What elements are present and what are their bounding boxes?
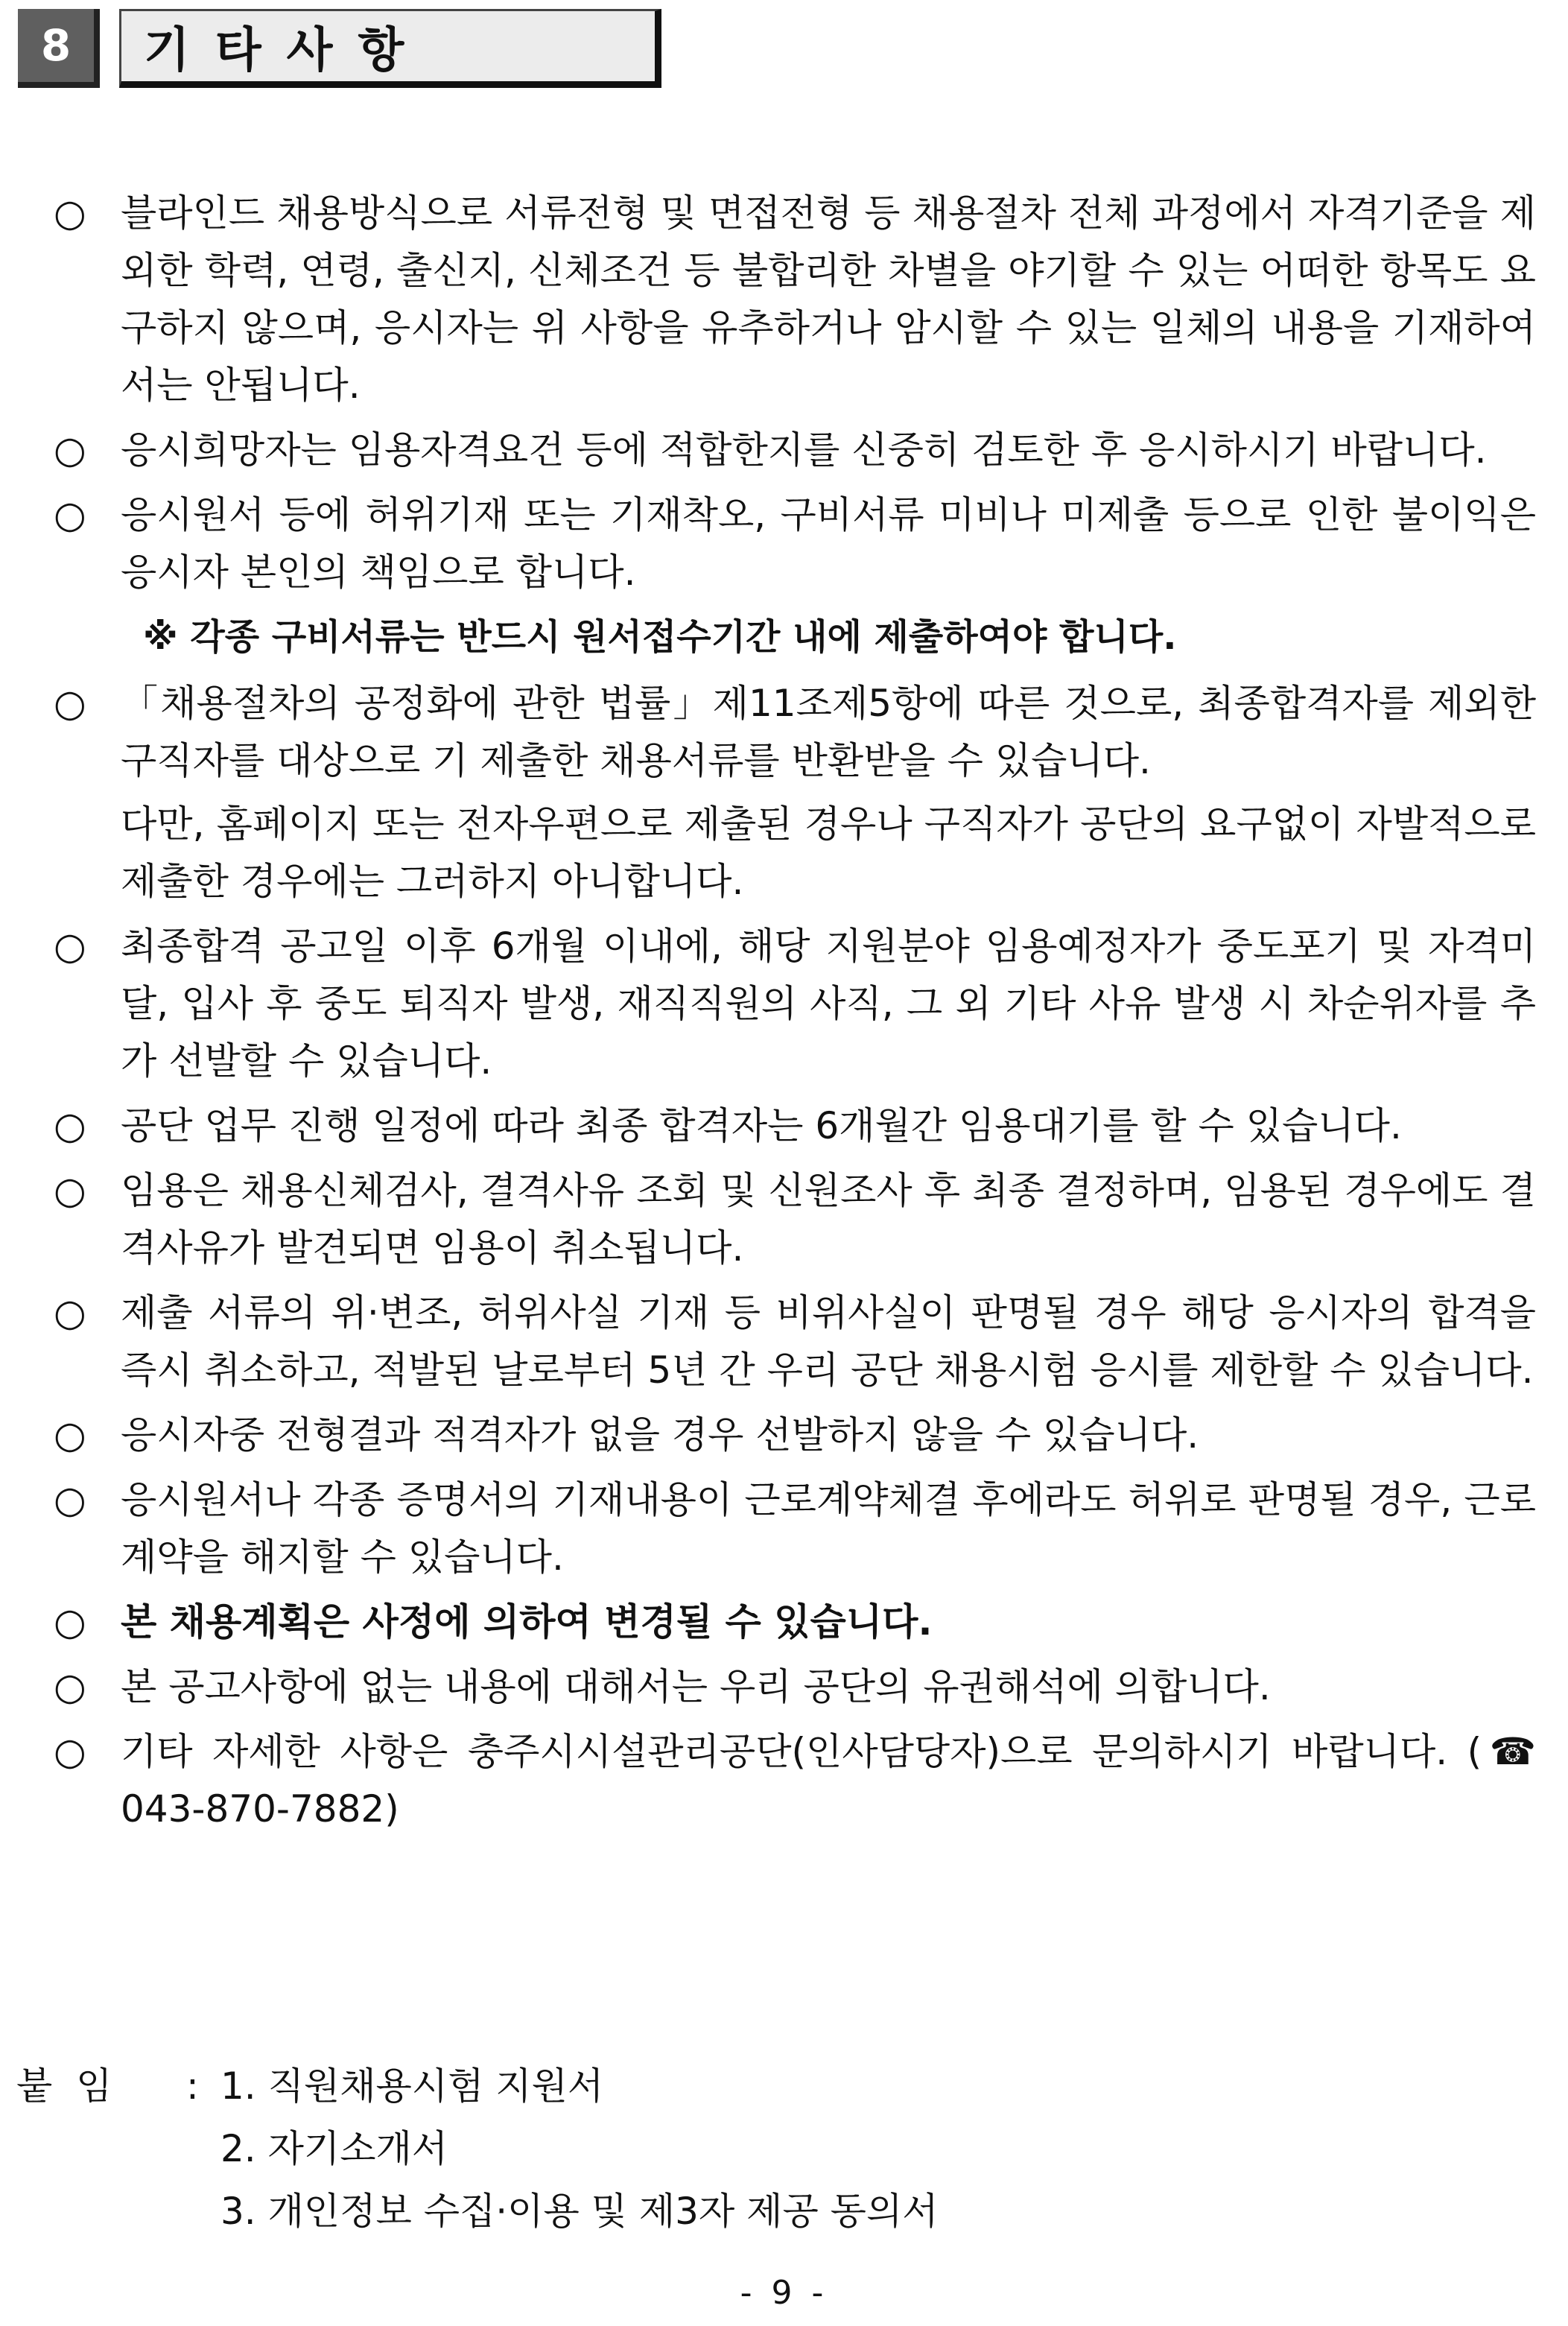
circle-bullet-icon: ○: [54, 1291, 86, 1334]
list-item: [54, 918, 1536, 1090]
circle-bullet-icon: ○: [54, 428, 86, 472]
attachment-item: 3. 개인정보 수집·이용 및 제3자 제공 동의서: [220, 2190, 939, 2233]
item-text: 본 채용계획은 사정에 의하여 변경될 수 있습니다.: [121, 1600, 933, 1644]
list-item: [54, 1723, 1536, 1838]
list-item: [54, 1407, 1536, 1464]
circle-bullet-icon: ○: [54, 1600, 86, 1644]
attachment-item: 1. 직원채용시험 지원서: [220, 2064, 604, 2108]
list-item: [54, 1658, 1536, 1716]
circle-bullet-icon: ○: [54, 1104, 86, 1147]
section-title: 기타사항: [119, 9, 661, 88]
list-item: [54, 1097, 1536, 1155]
item-text: 공단 업무 진행 일정에 따라 최종 합격자는 6개월간 임용대기를 할 수 있습니다.: [121, 1104, 1402, 1147]
item-text: 기타 자세한 사항은 충주시시설관리공단(인사담당자)으로 문의하시기 바랍니다. (☎ 043-870-7882): [121, 1730, 1536, 1831]
circle-bullet-icon: ○: [54, 1478, 86, 1521]
item-text: 응시원서나 각종 증명서의 기재내용이 근로계약체결 후에라도 허위로 판명될 경우, 근로계약을 해지할 수 있습니다.: [121, 1478, 1536, 1579]
documents-deadline-note: ※ 각종 구비서류는 반드시 원서접수기간 내에 제출하여야 합니다.: [143, 616, 1177, 658]
item-text: 최종합격 공고일 이후 6개월 이내에, 해당 지원분야 임용예정자가 중도포기 및 자격미달, 입사 후 중도 퇴직자 발생, 재직직원의 사직, 그 외 기타 사유 발생 시 차순위자를 추가 선발할 수 있습니다.: [121, 925, 1536, 1083]
item-text: 제출 서류의 위·변조, 허위사실 기재 등 비위사실이 판명될 경우 해당 응시자의 합격을 즉시 취소하고, 적발된 날로부터 5년 간 우리 공단 채용시험 응시를 제한할 수 있습니다.: [121, 1291, 1536, 1392]
circle-bullet-icon: ○: [54, 682, 86, 725]
attachment-item: 2. 자기소개서: [220, 2127, 448, 2170]
attachments-colon: :: [186, 2064, 199, 2108]
page-number: - 9 -: [740, 2274, 828, 2312]
circle-bullet-icon: ○: [54, 191, 86, 235]
circle-bullet-icon: ○: [54, 1169, 86, 1212]
attachments-list: [16, 2055, 939, 2243]
circle-bullet-icon: ○: [54, 1413, 86, 1457]
list-item-emphasized: [54, 1594, 1536, 1651]
item-continuation-text: 다만, 홈페이지 또는 전자우편으로 제출된 경우나 구직자가 공단의 요구없이 자발적으로 제출한 경우에는 그러하지 아니합니다.: [121, 802, 1536, 903]
section-number-badge: 8: [18, 9, 100, 88]
list-item: [54, 422, 1536, 479]
circle-bullet-icon: ○: [54, 925, 86, 968]
list-item: [54, 1284, 1536, 1399]
circle-bullet-icon: ○: [54, 1730, 86, 1773]
attachments-label: 붙 임: [16, 2064, 112, 2108]
notice-list: [54, 185, 1536, 1845]
item-text: 「채용절차의 공정화에 관한 법률」제11조제5항에 따른 것으로, 최종합격자를 제외한 구직자를 대상으로 기 제출한 채용서류를 반환받을 수 있습니다.: [121, 682, 1536, 782]
list-item: [54, 1162, 1536, 1277]
item-text: 응시원서 등에 허위기재 또는 기재착오, 구비서류 미비나 미제출 등으로 인한 불이익은 응시자 본인의 책임으로 합니다.: [121, 493, 1536, 594]
list-item: [54, 185, 1536, 414]
item-text: 응시희망자는 임용자격요건 등에 적합한지를 신중히 검토한 후 응시하시기 바랍니다.: [121, 428, 1487, 472]
item-text: 응시자중 전형결과 적격자가 없을 경우 선발하지 않을 수 있습니다.: [121, 1413, 1199, 1457]
item-text: 임용은 채용신체검사, 결격사유 조회 및 신원조사 후 최종 결정하며, 임용된 경우에도 결격사유가 발견되면 임용이 취소됩니다.: [121, 1169, 1536, 1270]
circle-bullet-icon: ○: [54, 493, 86, 536]
circle-bullet-icon: ○: [54, 1665, 86, 1708]
list-item: [54, 487, 1536, 601]
item-text: 블라인드 채용방식으로 서류전형 및 면접전형 등 채용절차 전체 과정에서 자격기준을 제외한 학력, 연령, 출신지, 신체조건 등 불합리한 차별을 야기할 수 있는 어떠한 항목도 요구하지 않으며, 응시자는 위 사항을 유추하거나 암시할 수 있는 일체의 내용을 기재하여서는 안됩니다.: [121, 191, 1536, 407]
item-text: 본 공고사항에 없는 내용에 대해서는 우리 공단의 유권해석에 의합니다.: [121, 1665, 1271, 1708]
list-item: [54, 1471, 1536, 1586]
list-item: [54, 675, 1536, 910]
